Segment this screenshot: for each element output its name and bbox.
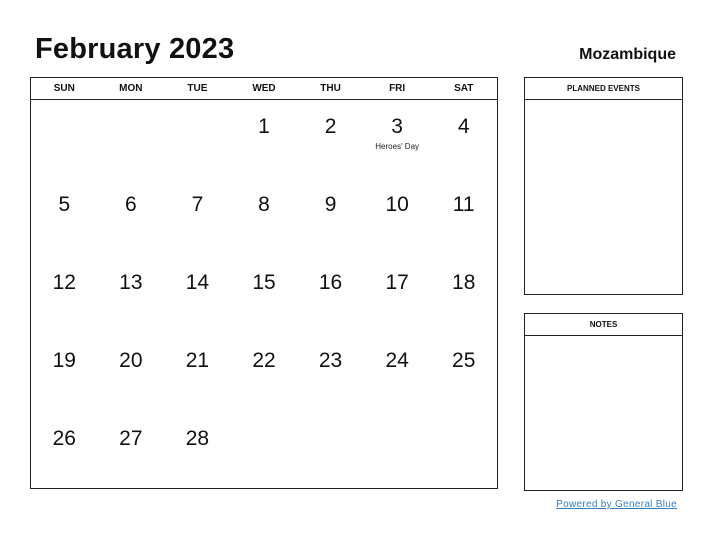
day-cell[interactable] — [164, 100, 231, 178]
day-cell[interactable] — [364, 178, 431, 256]
day-cell[interactable] — [297, 178, 364, 256]
day-number: 10 — [385, 193, 409, 216]
day-number: 19 — [52, 349, 76, 372]
day-cell[interactable] — [231, 334, 298, 412]
day-number: 8 — [258, 193, 270, 216]
day-cell[interactable] — [164, 178, 231, 256]
day-number: 7 — [191, 193, 204, 216]
weekday-tue: TUE — [187, 83, 208, 94]
holiday-label: Heroes' Day — [375, 142, 420, 151]
day-cell[interactable] — [430, 334, 497, 412]
weekday-thu: THU — [320, 83, 341, 94]
day-cell[interactable] — [430, 178, 497, 256]
day-cell[interactable] — [364, 412, 431, 490]
day-number: 4 — [457, 115, 470, 138]
weekday-wed: WED — [252, 83, 276, 94]
day-number: 25 — [452, 349, 476, 372]
day-cell[interactable] — [98, 256, 165, 334]
day-cell[interactable] — [31, 100, 98, 178]
calendar-grid — [30, 77, 498, 489]
day-cell[interactable] — [98, 100, 165, 178]
day-number: 15 — [252, 271, 276, 294]
day-cell[interactable] — [98, 334, 165, 412]
day-number: 17 — [385, 271, 409, 294]
calendar-days — [31, 100, 497, 490]
day-cell[interactable] — [231, 256, 298, 334]
day-number: 26 — [52, 427, 76, 450]
day-cell[interactable] — [231, 412, 298, 490]
weekday-sun: SUN — [53, 83, 75, 94]
country-label: Mozambique — [579, 46, 676, 63]
day-number: 23 — [318, 349, 343, 372]
day-number: 9 — [324, 193, 337, 216]
weekday-sat: SAT — [454, 83, 474, 94]
powered-by-link[interactable]: Powered by General Blue — [556, 499, 677, 510]
day-cell[interactable] — [297, 100, 364, 178]
day-cell[interactable] — [164, 334, 231, 412]
page-title: February 2023 — [35, 33, 235, 65]
day-cell[interactable] — [231, 178, 298, 256]
day-number: 14 — [185, 271, 210, 294]
day-cell[interactable] — [31, 178, 98, 256]
day-number: 22 — [252, 349, 276, 372]
day-number: 28 — [185, 427, 210, 450]
planned-events-title: PLANNED EVENTS — [525, 78, 682, 100]
day-number: 11 — [452, 193, 475, 216]
day-number: 1 — [258, 115, 270, 138]
day-number: 2 — [324, 115, 337, 138]
day-cell[interactable] — [98, 178, 165, 256]
day-number: 13 — [119, 271, 143, 294]
weekday-mon: MON — [119, 83, 143, 94]
day-number: 24 — [385, 349, 409, 372]
day-number: 21 — [185, 349, 210, 372]
day-cell[interactable] — [430, 412, 497, 490]
notes-title: NOTES — [525, 314, 682, 336]
day-cell[interactable] — [231, 100, 298, 178]
day-cell[interactable] — [297, 334, 364, 412]
day-cell[interactable] — [164, 412, 231, 490]
day-number: 20 — [119, 349, 143, 372]
day-number: 18 — [452, 271, 476, 294]
day-cell[interactable] — [297, 256, 364, 334]
day-cell[interactable] — [31, 412, 98, 490]
planned-events-panel[interactable] — [524, 77, 683, 295]
day-cell[interactable] — [164, 256, 231, 334]
day-cell[interactable] — [31, 256, 98, 334]
day-number: 5 — [58, 193, 71, 216]
weekday-header — [31, 78, 497, 100]
day-cell[interactable] — [364, 256, 431, 334]
weekday-fri: FRI — [389, 83, 406, 94]
day-cell[interactable] — [364, 100, 431, 178]
day-number: 3 — [391, 115, 403, 138]
day-cell[interactable] — [98, 412, 165, 490]
day-cell[interactable] — [364, 334, 431, 412]
day-number: 12 — [52, 271, 76, 294]
day-cell[interactable] — [430, 100, 497, 178]
day-cell[interactable] — [297, 412, 364, 490]
day-cell[interactable] — [31, 334, 98, 412]
day-number: 16 — [318, 271, 343, 294]
notes-panel[interactable] — [524, 313, 683, 491]
day-cell[interactable] — [430, 256, 497, 334]
day-number: 6 — [125, 193, 137, 216]
day-number: 27 — [119, 427, 143, 450]
